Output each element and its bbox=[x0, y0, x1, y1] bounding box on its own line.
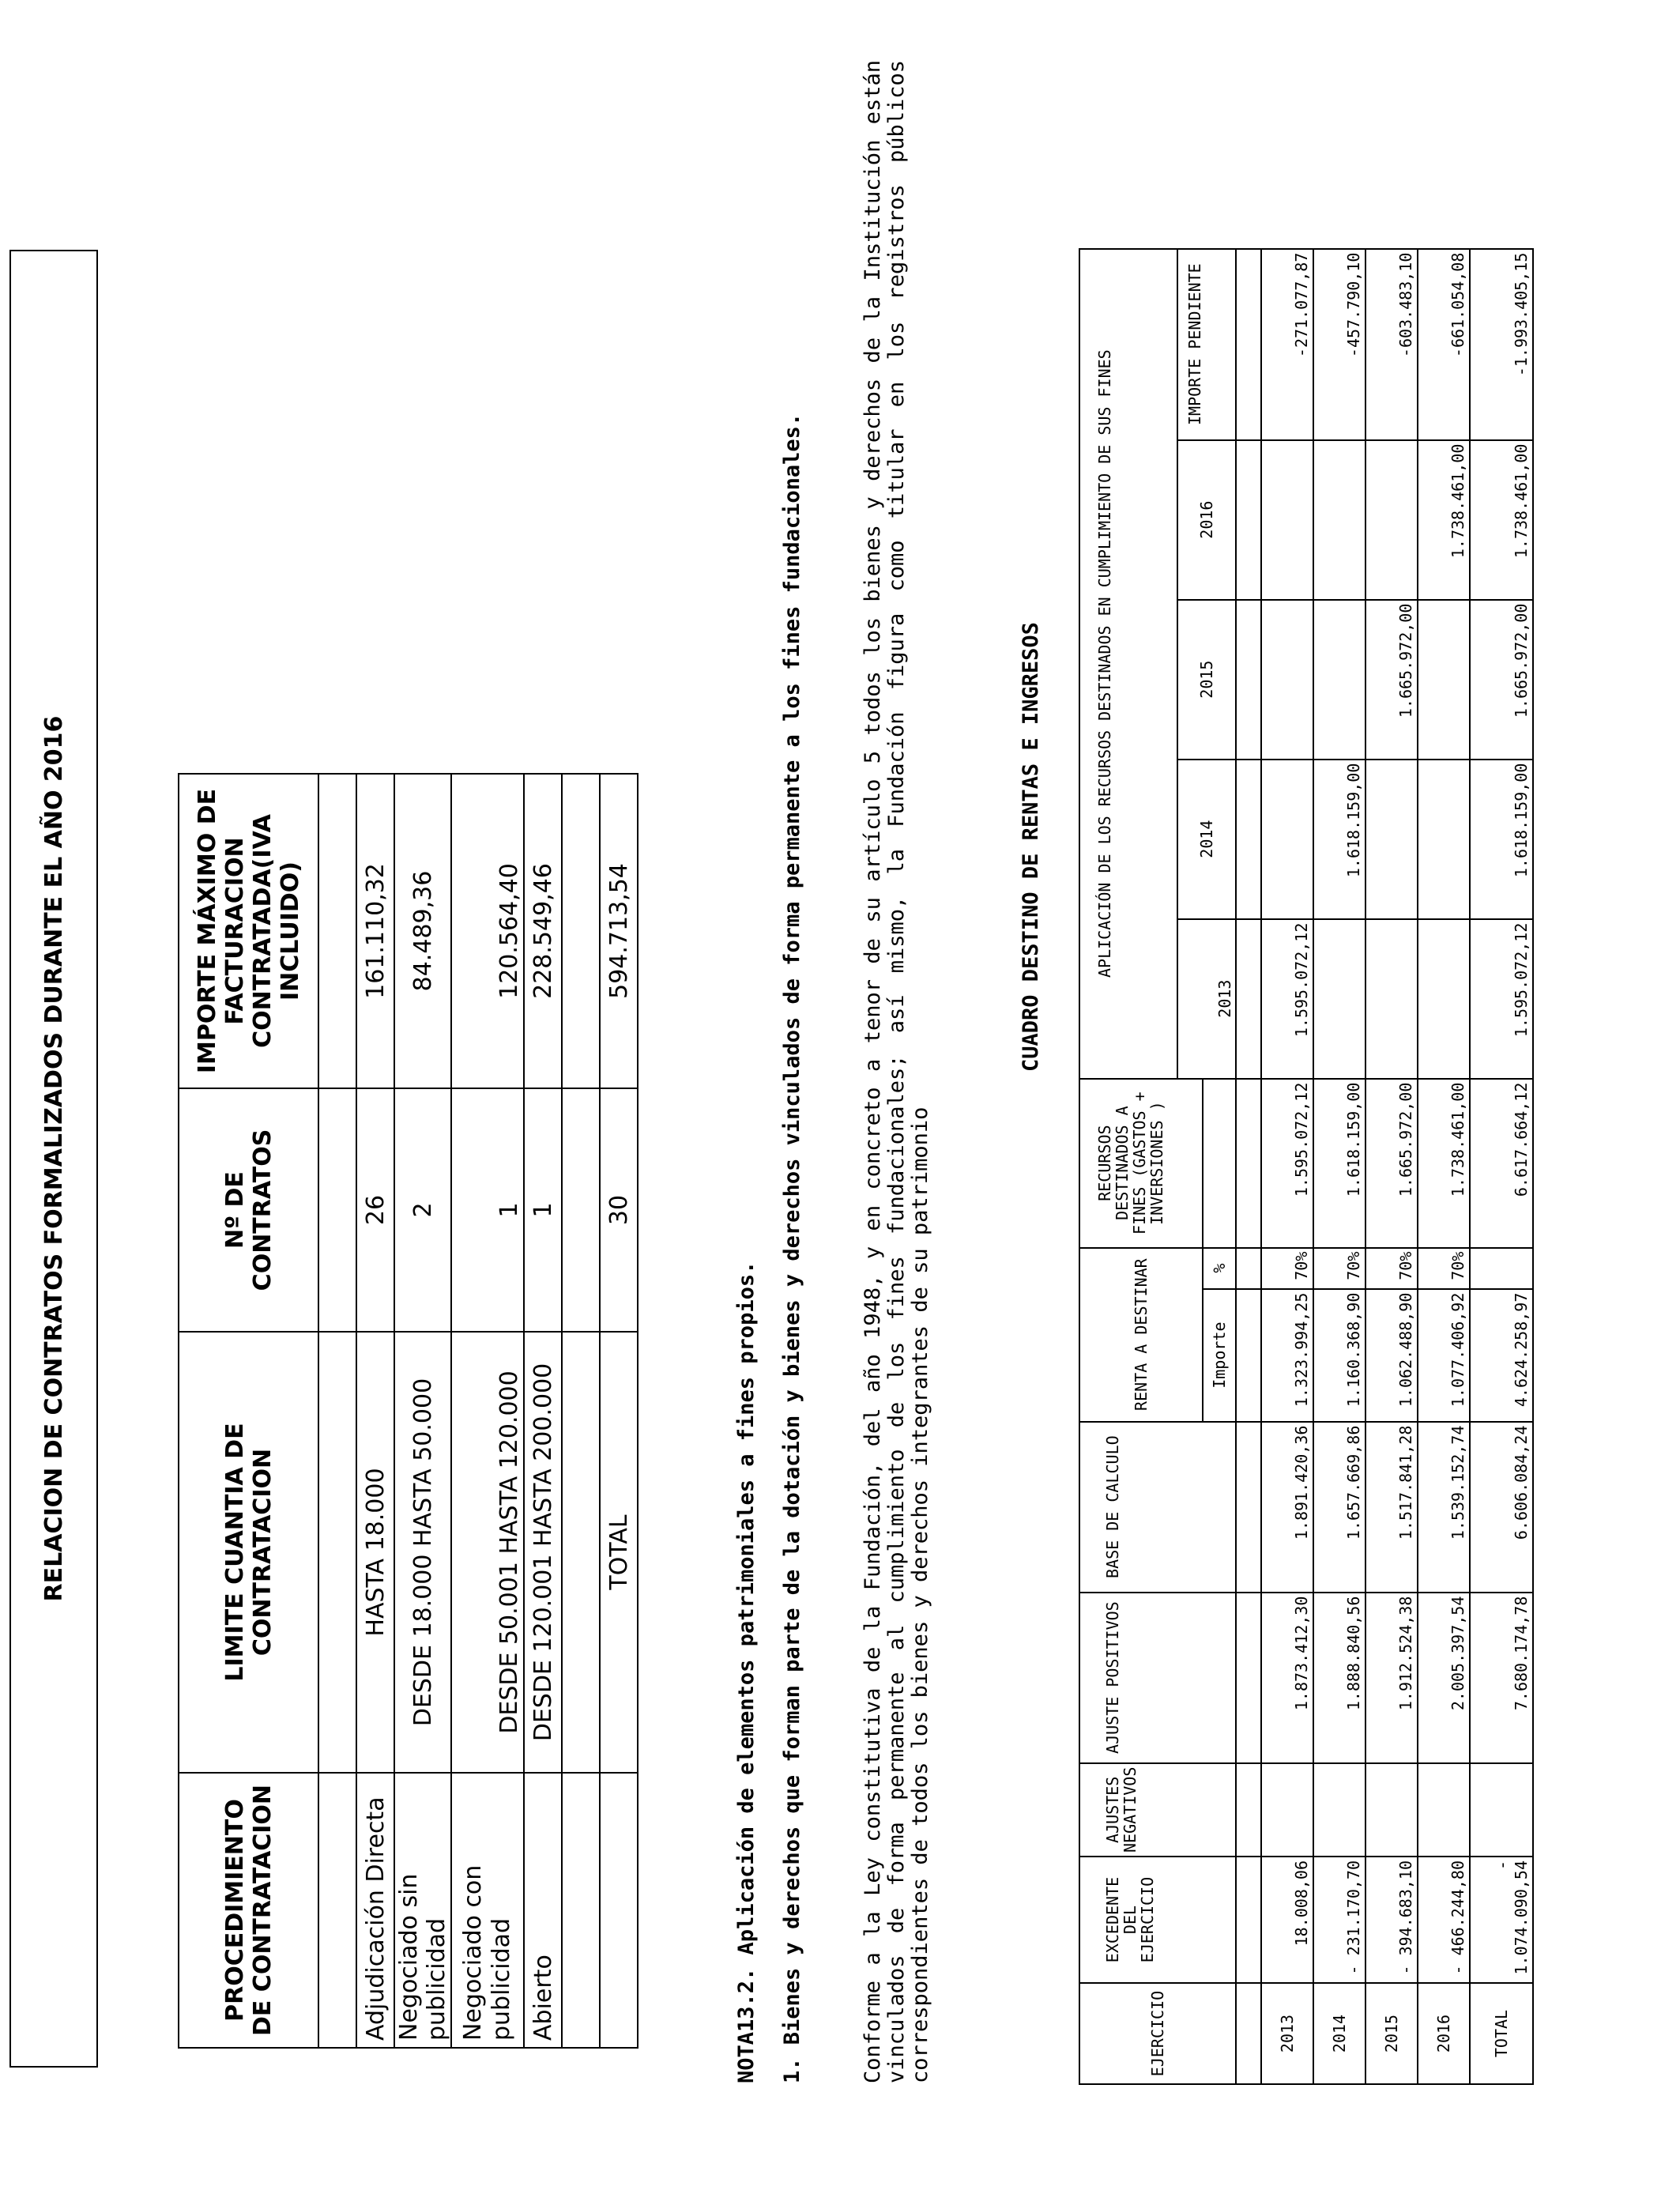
cell-excedente: - 466.244,80 bbox=[1418, 1857, 1470, 1983]
cell-limite: DESDE 18.000 HASTA 50.000 bbox=[394, 1332, 451, 1773]
cell-a2013 bbox=[1365, 919, 1418, 1079]
col-procedimiento: PROCEDIMIENTO DE CONTRATACION bbox=[179, 1773, 318, 2048]
spacer-cell bbox=[1236, 249, 1261, 440]
cell-a2015: 1.665.972,00 bbox=[1365, 600, 1418, 760]
col-importe: IMPORTE MÁXIMO DE FACTURACION CONTRATADA(IVA INCLUIDO) bbox=[179, 774, 318, 1088]
spacer-cell bbox=[562, 1773, 600, 2048]
cell-excedente: 18.008,06 bbox=[1261, 1857, 1313, 1983]
cell-excedente: - 231.170,70 bbox=[1313, 1857, 1365, 1983]
cell-pendiente: -603.483,10 bbox=[1365, 249, 1418, 440]
table-row bbox=[1313, 249, 1365, 2084]
cell-importe: 1.323.994,25 bbox=[1261, 1289, 1313, 1422]
cell-importe: 4.624.258,97 bbox=[1470, 1289, 1533, 1422]
table-row bbox=[451, 774, 524, 2048]
cell-a2016: 1.738.461,00 bbox=[1418, 440, 1470, 600]
cell-pct: 70% bbox=[1261, 1248, 1313, 1289]
cell-a2015 bbox=[1313, 600, 1365, 760]
cell-base: 1.657.669,86 bbox=[1313, 1422, 1365, 1593]
col-year-2016: 2016 bbox=[1177, 440, 1236, 600]
table-row bbox=[1418, 249, 1470, 2084]
spacer-cell bbox=[1236, 1079, 1261, 1248]
total-row bbox=[1470, 249, 1533, 2084]
cell-recursos: 1.618.159,00 bbox=[1313, 1079, 1365, 1248]
cell-procedimiento: Negociado con publicidad bbox=[451, 1773, 524, 2048]
cell-a2013 bbox=[1313, 919, 1365, 1079]
col-recursos: RECURSOS DESTINADOS A FINES (GASTOS + INVERSIONES ) bbox=[1079, 1079, 1203, 1248]
cell-pendiente: -1.993.405,15 bbox=[1470, 249, 1533, 440]
table-title: CUADRO DESTINO DE RENTAS E INGRESOS bbox=[1019, 622, 1043, 1072]
note-heading: NOTA13.2. Aplicación de elementos patrimoniales a fines propios. bbox=[734, 1261, 759, 2083]
cell-ajustes-negativos bbox=[1261, 1763, 1313, 1857]
total-label: TOTAL bbox=[600, 1332, 638, 1773]
cell-amount: 228.549,46 bbox=[524, 774, 562, 1088]
cell-amount: 84.489,36 bbox=[394, 774, 451, 1088]
cell-a2015 bbox=[1261, 600, 1313, 760]
col-year-2013: 2013 bbox=[1177, 919, 1236, 1079]
cell-base: 6.606.084,24 bbox=[1470, 1422, 1533, 1593]
cell-amount: 161.110,32 bbox=[356, 774, 394, 1088]
total-row bbox=[600, 774, 638, 2048]
total-count: 30 bbox=[600, 1088, 638, 1332]
cell-ajuste-positivos: 1.873.412,30 bbox=[1261, 1593, 1313, 1763]
cell-count: 1 bbox=[451, 1088, 524, 1332]
cell-pendiente: -457.790,10 bbox=[1313, 249, 1365, 440]
cell-limite: DESDE 50.001 HASTA 120.000 bbox=[451, 1332, 524, 1773]
cell-a2014: 1.618.159,00 bbox=[1313, 760, 1365, 919]
cell-a2016: 1.738.461,00 bbox=[1470, 440, 1533, 600]
cell-base: 1.891.420,36 bbox=[1261, 1422, 1313, 1593]
cell-base: 1.517.841,28 bbox=[1365, 1422, 1418, 1593]
cell-recursos: 1.738.461,00 bbox=[1418, 1079, 1470, 1248]
col-pendiente: IMPORTE PENDIENTE bbox=[1177, 249, 1236, 440]
table-row bbox=[394, 774, 451, 2048]
cell-recursos: 6.617.664,12 bbox=[1470, 1079, 1533, 1248]
cell-ejercicio: 2015 bbox=[1365, 1983, 1418, 2084]
spacer-cell bbox=[1236, 1248, 1261, 1289]
cell-ejercicio: 2014 bbox=[1313, 1983, 1365, 2084]
table-row bbox=[562, 774, 600, 2048]
col-limite: LIMITE CUANTIA DE CONTRATACION bbox=[179, 1332, 318, 1773]
col-aplicacion: APLICACIÓN DE LOS RECURSOS DESTINADOS EN CUMPLIMIENTO DE SUS FINES bbox=[1079, 249, 1177, 1079]
cell-ajuste-positivos: 2.005.397,54 bbox=[1418, 1593, 1470, 1763]
cell-ajustes-negativos bbox=[1470, 1763, 1533, 1857]
col-year-2015: 2015 bbox=[1177, 600, 1236, 760]
cell-pendiente: -271.077,87 bbox=[1261, 249, 1313, 440]
rentas-header-row bbox=[1079, 249, 1177, 2084]
total-amount: 594.713,54 bbox=[600, 774, 638, 1088]
cell-importe: 1.077.406,92 bbox=[1418, 1289, 1470, 1422]
cell-pct bbox=[1470, 1248, 1533, 1289]
page-title: RELACION DE CONTRATOS FORMALIZADOS DURANTE EL AÑO 2016 bbox=[9, 250, 98, 2068]
spacer-cell bbox=[1236, 1983, 1261, 2084]
spacer-cell bbox=[562, 774, 600, 1088]
cell-limite: DESDE 120.001 HASTA 200.000 bbox=[524, 1332, 562, 1773]
contracts-header-row bbox=[179, 774, 318, 2048]
table-row bbox=[318, 774, 356, 2048]
spacer-cell bbox=[1236, 1593, 1261, 1763]
cell-pct: 70% bbox=[1313, 1248, 1365, 1289]
cell-count: 26 bbox=[356, 1088, 394, 1332]
cell-procedimiento: Negociado sin publicidad bbox=[394, 1773, 451, 2048]
cell-count: 1 bbox=[524, 1088, 562, 1332]
col-pct: % bbox=[1203, 1248, 1236, 1289]
col-num-contratos: Nº DE CONTRATOS bbox=[179, 1088, 318, 1332]
col-base-calculo: BASE DE CALCULO bbox=[1079, 1422, 1236, 1593]
cell-amount: 120.564,40 bbox=[451, 774, 524, 1088]
col-excedente: EXCEDENTE DEL EJERCICIO bbox=[1079, 1857, 1236, 1983]
col-ajuste-positivos: AJUSTE POSITIVOS bbox=[1079, 1593, 1236, 1763]
cell-pendiente: -661.054,08 bbox=[1418, 249, 1470, 440]
table-row bbox=[524, 774, 562, 2048]
spacer-cell bbox=[318, 1088, 356, 1332]
spacer-cell bbox=[318, 1773, 356, 2048]
cell-excedente: - 394.683,10 bbox=[1365, 1857, 1418, 1983]
cell-a2013 bbox=[1418, 919, 1470, 1079]
cell-a2014 bbox=[1365, 760, 1418, 919]
rentas-table bbox=[1079, 248, 1534, 2085]
cell-ejercicio: 2013 bbox=[1261, 1983, 1313, 2084]
cell-a2015: 1.665.972,00 bbox=[1470, 600, 1533, 760]
col-year-2014: 2014 bbox=[1177, 760, 1236, 919]
spacer-cell bbox=[318, 774, 356, 1088]
cell-ajuste-positivos: 1.912.524,38 bbox=[1365, 1593, 1418, 1763]
cell-procedimiento: Adjudicación Directa bbox=[356, 1773, 394, 2048]
cell-ajuste-positivos: 7.680.174,78 bbox=[1470, 1593, 1533, 1763]
cell-ajustes-negativos bbox=[1418, 1763, 1470, 1857]
cell-pct: 70% bbox=[1365, 1248, 1418, 1289]
cell-a2014: 1.618.159,00 bbox=[1470, 760, 1533, 919]
spacer-cell bbox=[1236, 1763, 1261, 1857]
cell-a2016 bbox=[1261, 440, 1313, 600]
spacer-cell bbox=[1236, 919, 1261, 1079]
spacer-cell bbox=[1236, 600, 1261, 760]
spacer-cell bbox=[600, 1773, 638, 2048]
table-row bbox=[1365, 249, 1418, 2084]
cell-pct: 70% bbox=[1418, 1248, 1470, 1289]
cell-a2014 bbox=[1261, 760, 1313, 919]
col-ajustes-negativos: AJUSTES NEGATIVOS bbox=[1079, 1763, 1236, 1857]
spacer-cell bbox=[562, 1332, 600, 1773]
cell-recursos: 1.665.972,00 bbox=[1365, 1079, 1418, 1248]
cell-count: 2 bbox=[394, 1088, 451, 1332]
cell-recursos: 1.595.072,12 bbox=[1261, 1079, 1313, 1248]
cell-a2016 bbox=[1365, 440, 1418, 600]
spacer-cell bbox=[1236, 1857, 1261, 1983]
cell-ajuste-positivos: 1.888.840,56 bbox=[1313, 1593, 1365, 1763]
cell-procedimiento: Abierto bbox=[524, 1773, 562, 2048]
cell-limite: HASTA 18.000 bbox=[356, 1332, 394, 1773]
cell-a2013: 1.595.072,12 bbox=[1470, 919, 1533, 1079]
note-paragraph: Conforme a la Ley constitutiva de la Fundación, del año 1948, y en concreto a tenor de su artículo 5 todos los bienes y derechos de la Institución están vinculados de forma permanente al cumplimiento de los fines fundacionales; así mismo, la Fundación figura como titular en los registros públicos correspondientes de todos los bienes y derechos integrantes de su patrimonio bbox=[861, 60, 932, 2083]
col-importe: Importe bbox=[1203, 1289, 1236, 1422]
table-row bbox=[356, 774, 394, 2048]
col-ejercicio: EJERCICIO bbox=[1079, 1983, 1236, 2084]
cell-ajustes-negativos bbox=[1313, 1763, 1365, 1857]
cell-a2014 bbox=[1418, 760, 1470, 919]
spacer-cell bbox=[1236, 440, 1261, 600]
cell-importe: 1.062.488,90 bbox=[1365, 1289, 1418, 1422]
cell-a2015 bbox=[1418, 600, 1470, 760]
spacer-cell bbox=[562, 1088, 600, 1332]
cell-importe: 1.160.368,90 bbox=[1313, 1289, 1365, 1422]
contracts-table bbox=[178, 773, 638, 2049]
table-row bbox=[1261, 249, 1313, 2084]
cell-ejercicio: TOTAL bbox=[1470, 1983, 1533, 2084]
spacer-cell bbox=[1236, 1289, 1261, 1422]
spacer-cell bbox=[318, 1332, 356, 1773]
rentas-blank-row bbox=[1236, 249, 1261, 2084]
cell-ajustes-negativos bbox=[1365, 1763, 1418, 1857]
col-renta-destinar: RENTA A DESTINAR bbox=[1079, 1248, 1203, 1422]
cell-a2016 bbox=[1313, 440, 1365, 600]
cell-base: 1.539.152,74 bbox=[1418, 1422, 1470, 1593]
spacer-cell bbox=[1203, 1079, 1236, 1248]
spacer-cell bbox=[1236, 1422, 1261, 1593]
cell-excedente: - 1.074.090,54 bbox=[1470, 1857, 1533, 1983]
cell-a2013: 1.595.072,12 bbox=[1261, 919, 1313, 1079]
spacer-cell bbox=[1236, 760, 1261, 919]
note-subheading: 1. Bienes y derechos que forman parte de la dotación y bienes y derechos vinculados de forma permanente a los fines fundacionales. bbox=[780, 413, 804, 2083]
cell-ejercicio: 2016 bbox=[1418, 1983, 1470, 2084]
